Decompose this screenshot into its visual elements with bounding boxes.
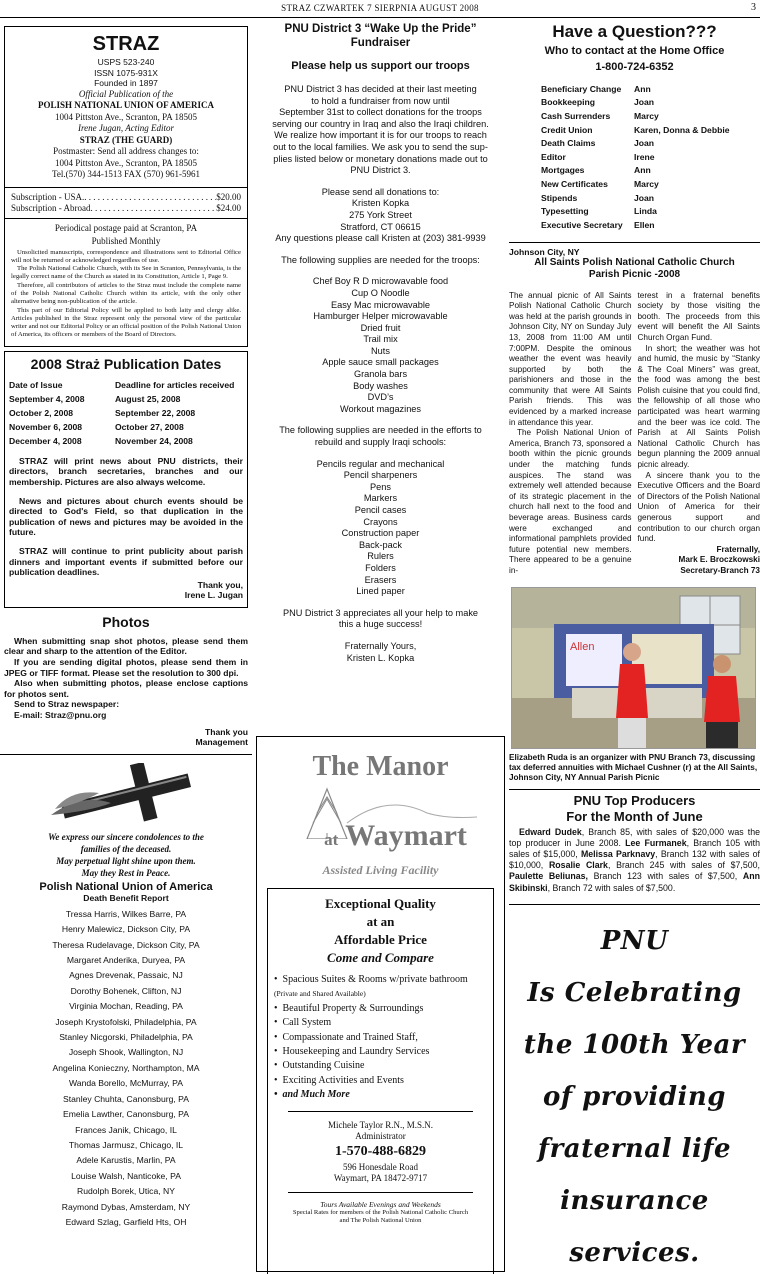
photos-paragraph: Also when submitting photos, please enclose captions for photos sent. xyxy=(4,678,248,699)
intro-line: out to the local families. We ask you to send the sup- xyxy=(273,141,488,152)
condolence-msg: May they Rest in Peace. xyxy=(81,867,171,878)
supply-item: Erasers xyxy=(364,574,397,585)
contact-row: Beneficiary Change Ann xyxy=(541,83,651,94)
publication-title: 2008 Straż Publication Dates xyxy=(30,355,222,372)
death-benefit-report: Death Benefit Report xyxy=(83,892,169,903)
intro-line: to hold a fundraiser from now until xyxy=(311,95,450,106)
manor-feature: • Exciting Activities and Events xyxy=(274,1074,489,1088)
manor-feature: • Spacious Suites & Rooms w/private bathroom (Private and Shared Available) xyxy=(274,973,489,1002)
supply-item: Pencils regular and mechanical xyxy=(316,458,445,469)
supply-item: Folders xyxy=(365,562,396,573)
column-right xyxy=(509,22,760,1274)
policy-paragraph: This part of our Editorial Policy will be applied to both laity and clergy alike. Articles published in the Straz represent only the personal view of the particular writer and not our Editorial Policy or an official position of the Polish National Union of America, its officers or members of the Board of Directors. xyxy=(11,306,241,339)
photos-sign-name: Management xyxy=(195,737,248,748)
subscription-row: Subscription - Abroad . . . $24.00 xyxy=(11,203,241,214)
deceased-name: Rudolph Borek, Utica, NY xyxy=(77,1186,175,1197)
closing: PNU District 3 appreciates all your help to make xyxy=(282,607,479,618)
deceased-name: Frances Janik, Chicago, IL xyxy=(75,1124,177,1135)
troops-list xyxy=(258,276,503,415)
deceased-name: Margaret Anderika, Duryea, PA xyxy=(66,955,186,966)
table-row: October 2, 2008 September 22, 2008 xyxy=(9,407,196,418)
supply-item: Pencil cases xyxy=(354,505,407,515)
producers-text: Edward Dudek, Branch 85, with sales of $20,000 was the top producer in June 2008. Lee Furmanek, Branch 105 with sales of $15,000, Melissa Parknavy, Branch 132 with sales of $10,000, Rosalie Clark, Branch 245 with sales of $7,500, Paulette Beliunas, Branch 123 with sales of $7,500, Ann Skibinski, Branch 72 with sales of $7,500. xyxy=(509,826,760,893)
manor-feature: • Call System xyxy=(274,1016,489,1030)
article-paragraph: A sincere thank you to the Executive Officers and the Board of Directors of the Polish National Union of America for their generous support and contribution to our church organ fund. xyxy=(637,470,760,544)
contact-row: New Certificates Marcy xyxy=(541,178,659,189)
deceased-name: Stanley Chuhta, Canonsburg, PA xyxy=(63,1093,189,1104)
table-row: December 4, 2008 November 24, 2008 xyxy=(9,435,193,446)
send-line: 275 York Street xyxy=(349,209,412,220)
send-line: Any questions please call Kristen at (203) 381-9939 xyxy=(275,233,486,244)
manor-h3: Affordable Price xyxy=(334,932,427,947)
column-left xyxy=(0,22,252,1230)
intro-line: PNU District 3. xyxy=(350,165,411,176)
deceased-name: Adele Karustis, Marlin, PA xyxy=(76,1155,176,1166)
supply-item: Granola bars xyxy=(353,369,408,380)
schools-list xyxy=(258,459,503,598)
signature-name: Irene L. Jugan xyxy=(184,590,243,601)
intro-line: plies listed below or monetary donations made out to xyxy=(273,153,488,164)
publication-dates xyxy=(4,351,248,608)
celebrating-line: Is Celebrating xyxy=(527,977,742,1008)
photos-title: Photos xyxy=(102,613,150,630)
photos-email[interactable]: E-mail: Straz@pnu.org xyxy=(14,710,107,721)
photo-caption: Elizabeth Ruda is an organizer with PNU Branch 73, discussing tax deferred annuities with Michael Cushner (r) at the All Saints, Johnson City, NY Annual Parish Picnic xyxy=(509,752,758,782)
send-line: Kristen Kopka xyxy=(351,198,410,209)
editorial-policy xyxy=(4,219,248,347)
manor-h4: Come and Compare xyxy=(327,950,434,965)
closing-2: this a huge success! xyxy=(338,619,423,630)
contact-row: Stipends Joan xyxy=(541,192,655,203)
contact-row: Credit Union Karen, Donna & Debbie xyxy=(541,124,730,135)
condolence-msg: families of the deceased. xyxy=(80,843,172,854)
tree-mountain-icon xyxy=(277,783,477,839)
contact-row: Cash Surrenders Marcy xyxy=(541,110,659,121)
condolence-org: Polish National Union of America xyxy=(39,880,213,893)
paper-name: STRAZ (THE GUARD) xyxy=(79,134,173,145)
deceased-name: Theresa Rudelavage, Dickson City, PA xyxy=(52,939,200,950)
manor-contact: Michele Taylor R.N., M.S.N. xyxy=(328,1119,433,1130)
fund-sign-name: Kristen L. Kopka xyxy=(346,652,415,663)
policy-head-2: Published Monthly xyxy=(91,235,161,246)
supply-item: Pens xyxy=(370,481,391,492)
deceased-name: Agnes Drevenak, Passaic, NJ xyxy=(69,970,183,981)
subscription-row: Subscription - USA. . . . $20.00 xyxy=(11,192,241,203)
supply-item: Nuts xyxy=(371,345,390,356)
table-row: September 4, 2008 August 25, 2008 xyxy=(9,393,181,404)
fundraiser xyxy=(256,22,505,664)
manor-rates-2: and The Polish National Union xyxy=(339,1216,422,1224)
fund-sign: Fraternally Yours, xyxy=(344,640,417,651)
manor-inner xyxy=(267,888,494,1274)
intro-line: September 31st to collect donations for the troops xyxy=(279,107,482,118)
editor: Irene Jugan, Acting Editor xyxy=(78,123,174,133)
official: Official Publication of the xyxy=(78,88,174,99)
policy-paragraph: Unsolicited manuscripts, correspondence and illustrations sent to Editorial Office will not be returned or acknowledged regardless of use. xyxy=(11,248,241,264)
deceased-name: Thomas Jarmusz, Chicago, IL xyxy=(68,1139,184,1150)
manor-ad xyxy=(256,736,505,1272)
column-middle xyxy=(256,22,505,1224)
deceased-name: Virginia Mochan, Reading, PA xyxy=(69,1001,183,1012)
deceased-name: Edward Szlag, Garfield Hts, OH xyxy=(65,1216,187,1227)
org-name: POLISH NATIONAL UNION OF AMERICA xyxy=(37,100,215,110)
condolence-msg: We express our sincere condolences to the xyxy=(48,831,204,842)
supply-item: DVD’s xyxy=(367,392,394,403)
celebrating-banner xyxy=(509,904,760,1274)
supply-item: Cup O Noodle xyxy=(351,287,410,298)
deceased-name: Dorothy Bohenek, Clifton, NJ xyxy=(70,985,182,996)
article-title-2: Parish Picnic -2008 xyxy=(588,268,681,280)
contacts-table xyxy=(541,82,730,232)
schools-heading-2: rebuild and supply Iraqi schools: xyxy=(314,437,447,448)
article-sign-name: Mark E. Broczkowski xyxy=(678,555,760,565)
manor-feature-more: • and Much More xyxy=(274,1088,489,1102)
issn: ISSN 1075-931X xyxy=(94,67,158,78)
manor-subtitle: Assisted Living Facility xyxy=(322,863,439,877)
supply-item: Pencil sharpeners xyxy=(343,470,418,481)
address-1: 1004 Pittston Ave., Scranton, PA 18505 xyxy=(54,111,197,122)
article-paragraph: The annual picnic of All Saints Polish National Catholic Church was held at the parish grounds in Johnson City, NY on Sunday July 13, 2008 from 11:00 AM until 7:00PM. Despite the ominous weather the event was heavily supported by both the parishioners and those in the community that were All Saints Parish friends. This was evidenced by a marked increase in attendance this year. xyxy=(509,290,632,427)
manor-feature: • Housekeeping and Laundry Services xyxy=(274,1045,489,1059)
deceased-name: Emelia Lawther, Canonsburg, PA xyxy=(63,1109,189,1120)
intro-line: serving our country in Iraq and also the Iraqi children. xyxy=(272,118,489,129)
article-body xyxy=(509,291,760,577)
photos-send: Send to Straz newspaper: xyxy=(14,699,120,710)
poster-text: Allen xyxy=(570,640,595,653)
manor-h1: Exceptional Quality xyxy=(325,896,436,911)
celebrating-line: fraternal life xyxy=(537,1133,732,1164)
photos-paragraph: When submitting snap shot photos, please send them clear and sharp to the attention of the Editor. xyxy=(4,635,248,657)
table-header: Date of Issue Deadline for articles received xyxy=(9,379,235,390)
producers-title: PNU Top Producers xyxy=(573,792,696,808)
deceased-name: Henry Malewicz, Dickson City, PA xyxy=(61,924,191,935)
usps: USPS 523-240 xyxy=(97,57,155,67)
article-sign: Fraternally, xyxy=(716,544,760,554)
deceased-name: Wanda Borello, McMurray, PA xyxy=(69,1078,183,1089)
manor-waymart: at Waymart xyxy=(324,819,467,852)
troops-heading: The following supplies are needed for the troops: xyxy=(281,254,480,265)
question-title: Have a Question??? xyxy=(552,22,717,41)
article-paragraph: terest in a fraternal benefits society by those visiting the booth. The proceeds from this event will benefit the All Saints Church Organ Fund. xyxy=(637,290,760,342)
supply-item: Hamburger Helper microwavable xyxy=(313,311,448,322)
policy-head-1: Periodical postage paid at Scranton, PA xyxy=(54,222,198,233)
supply-item: Apple sauce small packages xyxy=(322,357,439,368)
supply-item: Workout magazines xyxy=(339,403,422,414)
publication-paragraph: STRAZ will continue to print publicity about parish dinners and important events if submitted before our publication deadlines. xyxy=(9,545,243,578)
postmaster: Postmaster: Send all address changes to: xyxy=(53,146,199,156)
article-paragraph: In short; the weather was hot and humid, the music by “Stanky & The Coal Miners” was great, the food was among the best Polish cuisine that you could find, the fellowship of all those who participated was heart warming and the beer was ice cold. The Parish at All Saints Polish National Catholic Church has begun planning the 2009 annual picnic already. xyxy=(637,343,760,470)
manor-role: Administrator xyxy=(355,1130,406,1141)
supply-item: Trail mix xyxy=(363,334,398,345)
supply-item: Easy Mac microwavable xyxy=(330,299,431,310)
publication-paragraph: News and pictures about church events should be directed to God's Field, so that duplication in the publication of news and pictures may be avoided in the future. xyxy=(9,495,243,538)
picnic-photo xyxy=(511,587,756,749)
contact-row: Editor Irene xyxy=(541,151,655,162)
celebrating-line: the 100th Year xyxy=(523,1029,746,1060)
question-sub: Who to contact at the Home Office xyxy=(544,45,725,57)
cross-icon xyxy=(41,763,211,827)
founded: Founded in 1897 xyxy=(94,78,158,88)
celebrating-line: of providing xyxy=(543,1081,726,1112)
manor-title: The Manor xyxy=(312,751,449,782)
deceased-name: Joseph Shook, Wallington, NJ xyxy=(68,1047,184,1058)
manor-feature: • Compassionate and Trained Staff, xyxy=(274,1031,489,1045)
dates-table xyxy=(9,378,243,448)
manor-feature: • Beautiful Property & Surroundings xyxy=(274,1002,489,1016)
manor-tours: Tours Available Evenings and Weekends xyxy=(320,1199,441,1209)
top-producers xyxy=(509,789,760,894)
contact-row: Typesetting Linda xyxy=(541,206,657,217)
deceased-name: Joseph Krystofolski, Philadelphia, PA xyxy=(55,1016,197,1027)
intro-line: PNU District 3 has decided at their last meeting xyxy=(284,84,477,94)
fundraiser-title-2: Fundraiser xyxy=(350,37,411,49)
supply-item: Dried fruit xyxy=(360,322,401,333)
supply-item: Back-pack xyxy=(359,539,402,550)
contact-row: Death Claims Joan xyxy=(541,138,655,149)
manor-rates: Special Rates for members of the Polish National Catholic Church xyxy=(292,1208,469,1216)
page-number: 3 xyxy=(751,2,756,13)
supply-item: Rulers xyxy=(367,551,394,562)
manor-features xyxy=(274,973,489,1103)
manor-h2: at an xyxy=(366,914,395,929)
publication-paragraph: STRAZ will print news about PNU districts, their directors, branch secretaries, branches and our membership. Pictures are also always welcome. xyxy=(9,455,243,487)
masthead-title: STRAZ xyxy=(92,33,160,55)
manor-addr1: 596 Honesdale Road xyxy=(343,1161,418,1172)
article-paragraph: The Polish National Union of America, Branch 73, sponsored a booth within the picnic grounds under the matching funds auspices. The stand was extremely well attended because of its strategic placement in the church hall next to the food and beverage areas. Business cards were exchanged and informational pamphlets provided future potential new members. There appeared to be a genuine in- xyxy=(509,428,632,575)
supply-item: Construction paper xyxy=(341,528,420,539)
supply-item: Chef Boy R D microwavable food xyxy=(312,276,449,287)
photos-paragraph: If you are sending digital photos, please send them in JPEG or TIFF format. Please set the resolution to 300 dpi. xyxy=(4,657,248,678)
celebrating-line: insurance services. xyxy=(560,1185,709,1268)
all-saints-article xyxy=(509,247,760,783)
deceased-name: Angelina Konieczny, Northampton, MA xyxy=(52,1062,200,1073)
article-sign-title: Secretary-Branch 73 xyxy=(680,565,760,575)
contact-row: Bookkeeping Joan xyxy=(541,97,655,108)
manor-feature: • Outstanding Cuisine xyxy=(274,1059,489,1073)
running-header xyxy=(0,0,760,18)
article-title: All Saints Polish National Catholic Church xyxy=(534,256,735,268)
have-a-question xyxy=(509,22,760,232)
article-location: Johnson City, NY xyxy=(509,246,580,257)
address-2: 1004 Pittston Ave., Scranton, PA 18505 xyxy=(54,157,197,168)
deceased-list xyxy=(4,907,248,1231)
photos-sign: Thank you xyxy=(205,726,248,737)
contact-row: Executive Secretary Ellen xyxy=(541,219,655,230)
fundraiser-send xyxy=(258,187,503,245)
question-phone[interactable]: 1-800-724-6352 xyxy=(595,61,674,73)
deceased-name: Tressa Harris, Wilkes Barre, PA xyxy=(65,908,187,919)
running-head: STRAZ CZWARTEK 7 SIERPNIA AUGUST 2008 xyxy=(281,3,479,13)
subscriptions xyxy=(4,188,248,219)
supply-item: Body washes xyxy=(353,380,408,391)
condolence-msg: May perpetual light shine upon them. xyxy=(56,855,196,866)
send-line: Stratford, CT 06615 xyxy=(340,221,421,232)
intro-line: We realize how important it is for our troops to reach xyxy=(274,130,487,141)
contact-row: Mortgages Ann xyxy=(541,165,651,176)
telephone: Tel.(570) 344-1513 FAX (570) 961-5961 xyxy=(52,169,200,179)
deceased-name: Louise Walsh, Nanticoke, PA xyxy=(71,1170,181,1181)
policy-paragraph: Therefore, all contributors of articles to the Straz must include the complete name of the Polish National Catholic Church within its article, with the only other alternative being non-publication of the article. xyxy=(11,281,241,306)
manor-addr2: Waymart, PA 18472-9717 xyxy=(333,1172,428,1183)
deceased-name: Raymond Dybas, Amsterdam, NY xyxy=(61,1201,191,1212)
fundraiser-intro xyxy=(258,84,503,177)
send-line: Please send all donations to: xyxy=(321,186,440,197)
condolences xyxy=(0,763,252,1231)
manor-fine xyxy=(272,1201,489,1225)
supply-item: Lined paper xyxy=(356,586,405,597)
manor-phone[interactable]: 1-570-488-6829 xyxy=(335,1143,426,1159)
table-row: November 6, 2008 October 27, 2008 xyxy=(9,421,184,432)
deceased-name: Stanley Nicgorski, Philadelphia, PA xyxy=(59,1032,193,1043)
celebrating-line: PNU xyxy=(600,925,669,956)
signature: Thank you, xyxy=(197,579,243,590)
supply-item: Markers xyxy=(363,493,398,504)
supply-item: Crayons xyxy=(363,516,398,527)
fundraiser-subtitle: Please help us support our troops xyxy=(291,60,470,72)
schools-heading: The following supplies are needed in the efforts to xyxy=(279,425,482,436)
photos-section xyxy=(0,614,252,748)
masthead xyxy=(4,26,248,188)
policy-paragraph: The Polish National Catholic Church, with its See in Scranton, Pennsylvania, is the legally correct name of the Church as stated in its Constitution, Article 1, Page 9. xyxy=(11,265,241,281)
producers-title-2: For the Month of June xyxy=(566,808,703,824)
fundraiser-title: PNU District 3 “Wake Up the Pride” xyxy=(284,23,477,35)
